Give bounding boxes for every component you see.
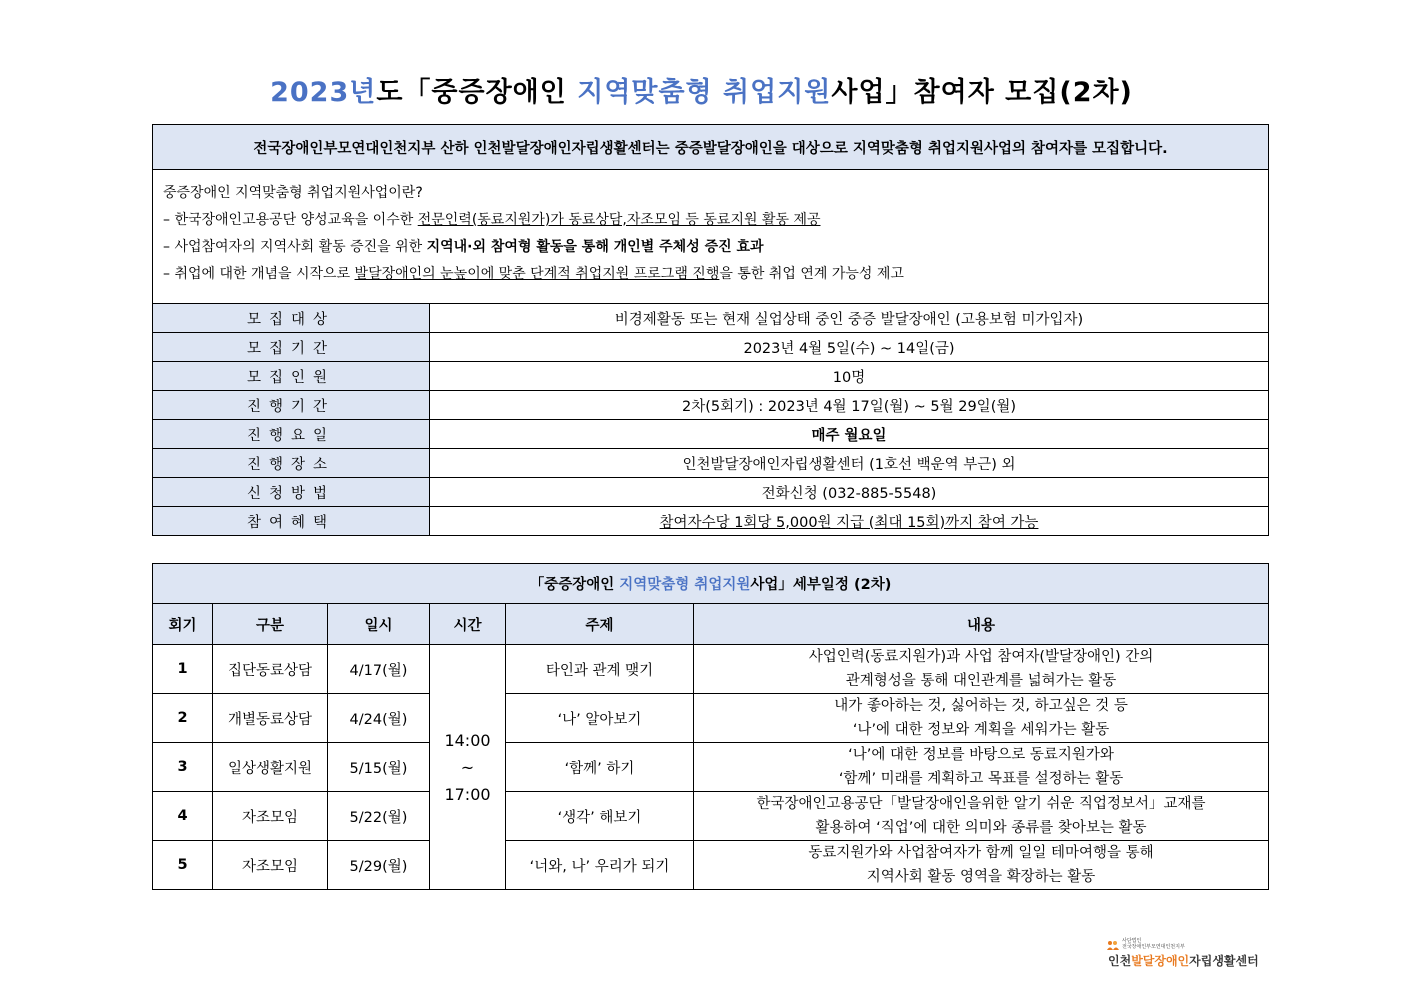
session-round: 5	[153, 841, 213, 890]
session-round: 1	[153, 645, 213, 694]
bullet-1-underlined: 전문인력(동료지원가)가 동료상담,자조모임 등 동료지원 활동 제공	[417, 212, 821, 228]
info-row	[153, 478, 1269, 507]
col-header-time: 시간	[430, 604, 506, 645]
content-line-1: 한국장애인고용공단「발달장애인을위한 알기 쉬운 직업정보서」교재를	[756, 796, 1206, 812]
col-header-topic: 주제	[506, 604, 694, 645]
info-row	[153, 391, 1269, 420]
session-content	[694, 694, 1269, 743]
content-line-2: 활용하여 ‘직업’에 대한 의미와 종류를 찾아보는 활동	[815, 820, 1147, 836]
title-part2: 도「중증장애인	[376, 77, 578, 108]
time-separator: ~	[460, 757, 475, 777]
content-line-1: ‘나’에 대한 정보를 바탕으로 동료지원가와	[848, 747, 1114, 763]
info-value	[430, 507, 1269, 536]
content-line-2: 관계형성을 통해 대인관계를 넓혀가는 활동	[845, 673, 1117, 689]
logo-org-name	[1122, 938, 1185, 950]
content-line-2: 지역사회 활동 영역을 확장하는 활동	[866, 869, 1096, 885]
schedule-row	[153, 792, 1269, 841]
time-start: 14:00	[444, 730, 491, 750]
content-line-1: 동료지원가와 사업참여자가 함께 일일 테마여행을 통해	[808, 845, 1154, 861]
info-label: 신청방법	[153, 478, 430, 507]
title-highlight: 지역맞춤형 취업지원	[577, 77, 832, 108]
content-line-1: 내가 좋아하는 것, 싫어하는 것, 하고싶은 것 등	[834, 698, 1128, 714]
content-line-2: ‘함께’ 미래를 계획하고 목표를 설정하는 활동	[838, 771, 1124, 787]
col-header-date: 일시	[328, 604, 430, 645]
program-description	[153, 170, 1269, 304]
info-row	[153, 333, 1269, 362]
intro-bullet-1	[163, 207, 1258, 234]
session-round: 4	[153, 792, 213, 841]
schedule-row	[153, 645, 1269, 694]
session-date: 4/24(월)	[328, 694, 430, 743]
info-label: 진행장소	[153, 449, 430, 478]
caption-part-c: 사업」세부일정 (2차)	[750, 577, 892, 593]
session-topic: ‘너와, 나’ 우리가 되기	[506, 841, 694, 890]
info-header: 전국장애인부모연대인천지부 산하 인천발달장애인자립생활센터는 중증발달장애인을 대상으로 지역맞춤형 취업지원사업의 참여자를 모집합니다.	[153, 125, 1269, 170]
recruitment-info-table	[152, 124, 1269, 536]
center-logo	[1104, 938, 1269, 968]
col-header-type: 구분	[213, 604, 328, 645]
intro-bullet-2	[163, 234, 1258, 261]
content-line-2: ‘나’에 대한 정보와 계획을 세워가는 활동	[852, 722, 1110, 738]
bullet-2-bold: 지역내·외 참여형 활동을 통해 개인별 주체성 증진 효과	[426, 239, 764, 255]
info-row	[153, 304, 1269, 333]
time-end: 17:00	[444, 784, 491, 804]
session-topic: ‘함께’ 하기	[506, 743, 694, 792]
info-label: 모집기간	[153, 333, 430, 362]
logo-people-icon	[1107, 940, 1119, 950]
content-line-1: 사업인력(동료지원가)과 사업 참여자(발달장애인) 간의	[808, 649, 1154, 665]
session-content	[694, 841, 1269, 890]
logo-main-b: 발달장애인	[1131, 954, 1190, 968]
col-header-content: 내용	[694, 604, 1269, 645]
info-label: 모집인원	[153, 362, 430, 391]
info-row	[153, 449, 1269, 478]
session-type: 자조모임	[213, 792, 328, 841]
caption-part-a: 「중증장애인	[529, 577, 620, 593]
session-time	[430, 645, 506, 890]
bullet-3-tail: 을 통한 취업 연계 가능성 제고	[719, 266, 904, 282]
intro-bullet-3	[163, 261, 1258, 288]
title-year: 2023년	[270, 77, 377, 108]
bullet-3-text: – 취업에 대한 개념을 시작으로	[163, 266, 355, 282]
logo-org-line-2: 전국장애인부모연대인천지부	[1122, 944, 1185, 950]
session-content	[694, 792, 1269, 841]
session-content	[694, 743, 1269, 792]
info-label: 모집대상	[153, 304, 430, 333]
schedule-row	[153, 841, 1269, 890]
info-label: 진행요일	[153, 420, 430, 449]
caption-highlight: 지역맞춤형 취업지원	[619, 577, 751, 593]
session-topic: ‘생각’ 해보기	[506, 792, 694, 841]
session-type: 일상생활지원	[213, 743, 328, 792]
info-value: 10명	[430, 362, 1269, 391]
info-row	[153, 362, 1269, 391]
info-value: 2023년 4월 5일(수) ~ 14일(금)	[430, 333, 1269, 362]
session-date: 5/22(월)	[328, 792, 430, 841]
intro-question: 중증장애인 지역맞춤형 취업지원사업이란?	[163, 185, 423, 201]
title-part4: 사업」참여자 모집(2차)	[831, 77, 1133, 108]
logo-org-line-1: 사단법인	[1122, 938, 1142, 944]
session-date: 4/17(월)	[328, 645, 430, 694]
schedule-table	[152, 563, 1269, 890]
logo-main-a: 인천	[1108, 954, 1132, 968]
session-type: 개별동료상담	[213, 694, 328, 743]
schedule-caption	[153, 564, 1269, 604]
session-round: 3	[153, 743, 213, 792]
logo-main-c: 자립생활센터	[1189, 954, 1259, 968]
session-date: 5/15(월)	[328, 743, 430, 792]
info-row	[153, 507, 1269, 536]
session-round: 2	[153, 694, 213, 743]
session-type: 자조모임	[213, 841, 328, 890]
session-type: 집단동료상담	[213, 645, 328, 694]
benefit-text: 참여자수당 1회당 5,000원 지급 (최대 15회)까지 참여 가능	[659, 514, 1039, 531]
session-content	[694, 645, 1269, 694]
info-value: 비경제활동 또는 현재 실업상태 중인 중증 발달장애인 (고용보험 미가입자)	[430, 304, 1269, 333]
page-title	[0, 70, 1403, 109]
info-value: 인천발달장애인자립생활센터 (1호선 백운역 부근) 외	[430, 449, 1269, 478]
schedule-row	[153, 743, 1269, 792]
info-value: 매주 월요일	[430, 420, 1269, 449]
session-date: 5/29(월)	[328, 841, 430, 890]
info-label: 참여혜택	[153, 507, 430, 536]
schedule-row	[153, 694, 1269, 743]
session-topic: 타인과 관계 맺기	[506, 645, 694, 694]
logo-center-name	[1108, 952, 1259, 969]
schedule-header-row	[153, 604, 1269, 645]
bullet-2-text: – 사업참여자의 지역사회 활동 증진을 위한	[163, 239, 427, 255]
col-header-round: 회기	[153, 604, 213, 645]
info-value: 2차(5회기) : 2023년 4월 17일(월) ~ 5월 29일(월)	[430, 391, 1269, 420]
info-value: 전화신청 (032-885-5548)	[430, 478, 1269, 507]
info-label: 진행기간	[153, 391, 430, 420]
bullet-1-text: – 한국장애인고용공단 양성교육을 이수한	[163, 212, 418, 228]
info-row	[153, 420, 1269, 449]
bullet-3-underlined: 발달장애인의 눈높이에 맞춘 단계적 취업지원 프로그램 진행	[354, 266, 720, 282]
session-topic: ‘나’ 알아보기	[506, 694, 694, 743]
